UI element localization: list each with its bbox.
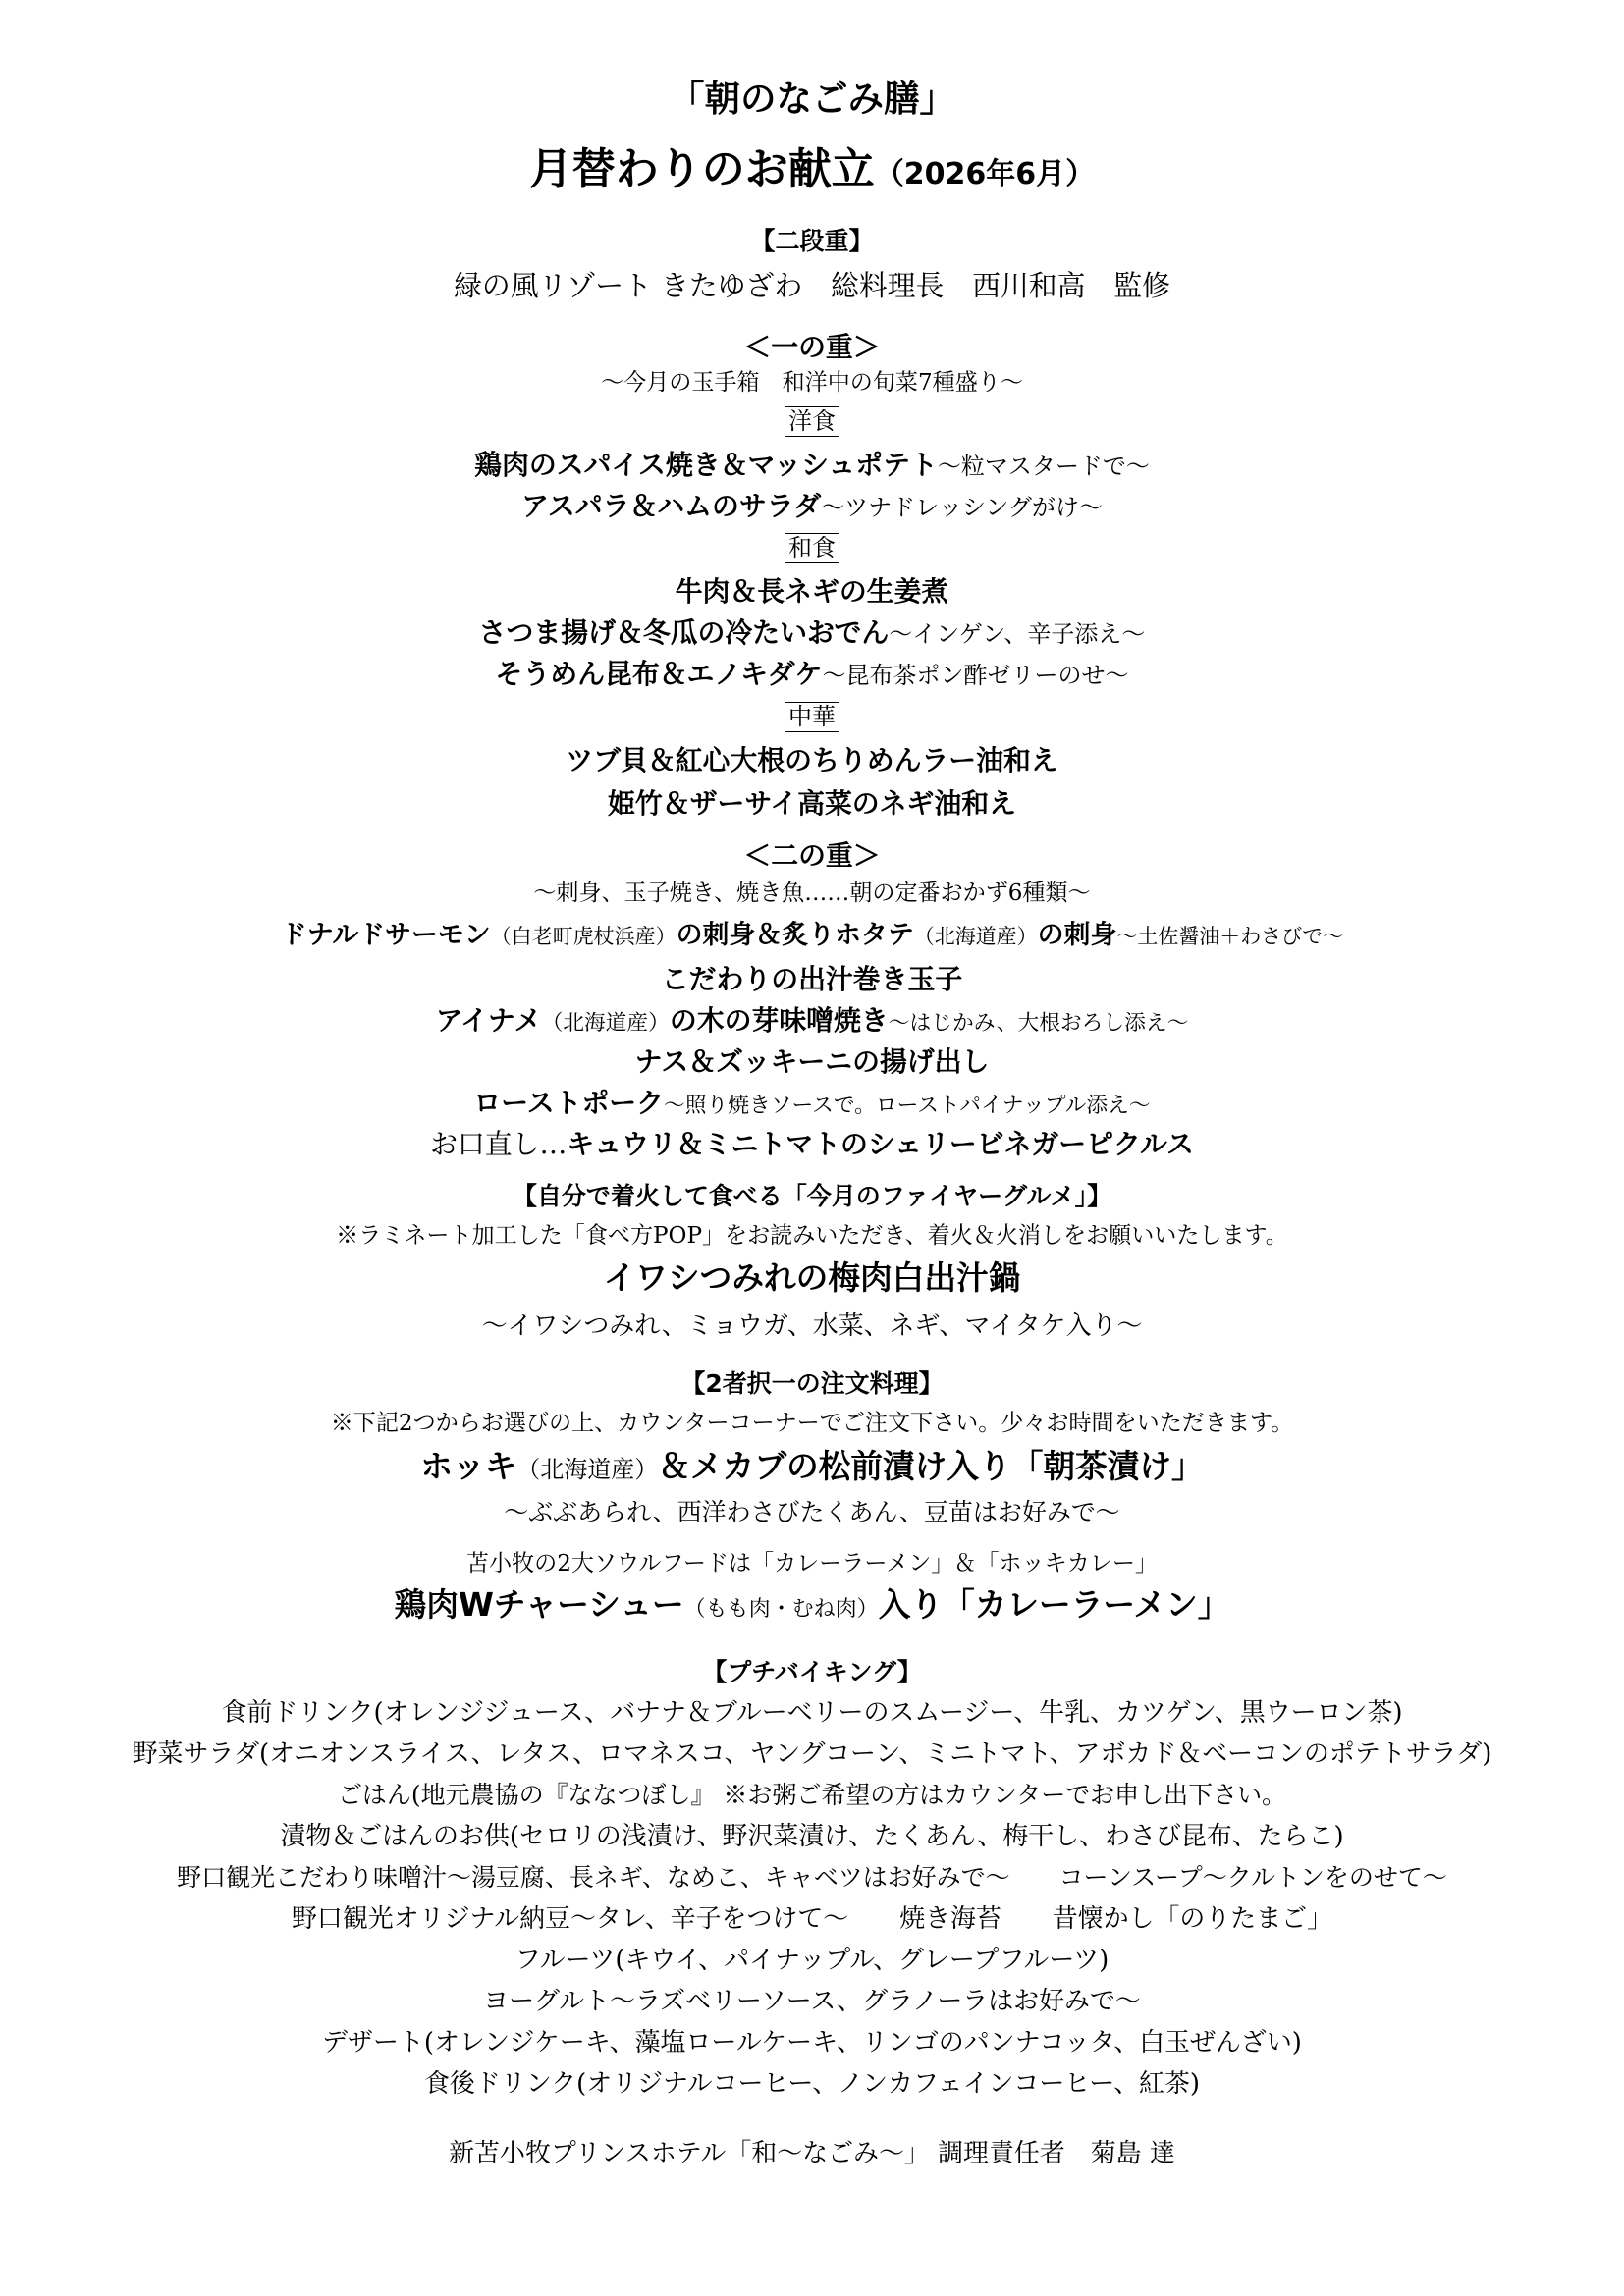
- section-heading-fire: 【自分で着火して食べる「今月のファイヤーグルメ」】: [512, 1182, 1112, 1210]
- dish-name-part: ドナルドサーモン: [280, 920, 491, 950]
- fire-note: ※ラミネート加工した「食べ方POP」をお読みいただき、着火＆火消しをお願いいたします。: [336, 1223, 1288, 1249]
- japanese-tag: 和食: [785, 533, 839, 563]
- dish-name-part: の刺身: [1037, 920, 1117, 950]
- dish-ni-5: [0, 1088, 1624, 1119]
- buffet-item: 漬物＆ごはんのお供(セロリの浅漬け、野沢菜漬け、たくあん、梅干し、わさび昆布、たらこ): [280, 1822, 1344, 1851]
- dish-japanese-1: 牛肉＆長ネギの生姜煮: [675, 575, 949, 608]
- dish-japanese-3: [0, 659, 1624, 690]
- dish-ni-2: こだわりの出汁巻き玉子: [661, 963, 963, 995]
- order-dish-2: [0, 1587, 1624, 1625]
- brand-title: 「朝のなごみ膳」: [668, 78, 956, 120]
- category-chinese: [0, 702, 1624, 732]
- dish-name: キュウリ＆ミニトマトのシェリービネガーピクルス: [567, 1128, 1194, 1160]
- origin-note: （白老町虎杖浜産）: [490, 925, 677, 948]
- dish-paren-note: （もも肉・むね肉）: [683, 1597, 879, 1622]
- dish-name: ローストポーク: [473, 1087, 665, 1119]
- chinese-tag: 中華: [785, 702, 839, 732]
- fire-dish: イワシつみれの梅肉白出汁鍋: [603, 1259, 1021, 1297]
- dish-ni-3: [0, 1005, 1624, 1037]
- origin-note: （北海道産）: [516, 1456, 659, 1483]
- dish-western-2: [0, 491, 1624, 522]
- western-tag: 洋食: [785, 406, 839, 437]
- title-date: （2026年6月）: [874, 157, 1096, 191]
- buffet-item: ヨーグルト～ラズベリーソース、グラノーラはお好みで～: [483, 1987, 1141, 2016]
- dish-note: ～はじかみ、大根おろし添え～: [888, 1011, 1189, 1036]
- dish-name: さつま揚げ＆冬瓜の冷たいおでん: [478, 616, 890, 649]
- buffet-item: ごはん(地元農協の『ななつぼし』 ※お粥ご希望の方はカウンターでお申し出下さい。: [337, 1781, 1287, 1809]
- dish-ni-6: [0, 1129, 1624, 1160]
- ni-no-ju-subtitle: ～刺身、玉子焼き、焼き魚……朝の定番おかず6種類～: [533, 881, 1091, 906]
- dish-name: そうめん昆布＆エノキダケ: [495, 658, 823, 690]
- dish-note: ～土佐醤油＋わさびで～: [1116, 925, 1344, 948]
- buffet-item: 食前ドリンク(オレンジジュース、バナナ＆ブルーベリーのスムージー、牛乳、カツゲン、黒ウーロン茶): [221, 1698, 1403, 1728]
- buffet-item: 野口観光オリジナル納豆～タレ、辛子をつけて～ 焼き海苔 昔懐かし「のりたまご」: [291, 1904, 1333, 1934]
- title-main: 月替わりのお献立: [528, 144, 875, 194]
- dish-note: ～照り焼きソースで。ローストパイナップル添え～: [664, 1094, 1151, 1118]
- order-dish-2-intro: 苫小牧の2大ソウルフードは「カレーラーメン」＆「ホッキカレー」: [465, 1551, 1158, 1576]
- section-heading-ichi-no-ju: ＜一の重＞: [743, 331, 881, 363]
- order-note: ※下記2つからお選びの上、カウンターコーナーでご注文下さい。少々お時間をいただきます。: [330, 1411, 1294, 1436]
- footer-signature: 新苫小牧プリンスホテル「和～なごみ～」 調理責任者 菊島 達: [449, 2139, 1175, 2168]
- buffet-item: フルーツ(キウイ、パイナップル、グレープフルーツ): [514, 1946, 1110, 1975]
- ichi-no-ju-subtitle: ～今月の玉手箱 和洋中の旬菜7種盛り～: [601, 370, 1023, 396]
- dish-note: ～インゲン、辛子添え～: [889, 620, 1146, 648]
- origin-note: （北海道産）: [913, 925, 1038, 948]
- section-heading-nidanju: 【二段重】: [750, 227, 874, 255]
- dish-name-part: の刺身＆炙りホタテ: [676, 920, 914, 950]
- dish-western-1: [0, 450, 1624, 481]
- fire-ingredients: ～イワシつみれ、ミョウガ、水菜、ネギ、マイタケ入り～: [481, 1311, 1143, 1341]
- dish-japanese-2: [0, 617, 1624, 649]
- dish-prefix: お口直し…: [430, 1128, 568, 1160]
- section-heading-order: 【2者択一の注文料理】: [680, 1369, 944, 1398]
- dish-note: ～粒マスタードで～: [937, 453, 1150, 480]
- dish-name-part: ＆メカブの松前漬け入り「朝茶漬け」: [658, 1448, 1204, 1485]
- buffet-item: 野菜サラダ(オニオンスライス、レタス、ロマネスコ、ヤングコーン、ミニトマト、アボカド＆ベーコンのポテトサラダ): [132, 1739, 1492, 1769]
- origin-note: （北海道産）: [541, 1011, 670, 1036]
- dish-chinese-2: 姫竹＆ザーサイ高菜のネギ油和え: [608, 787, 1016, 820]
- supervisor-line: 緑の風リゾート きたゆざわ 総料理長 西川和高 監修: [454, 269, 1170, 302]
- dish-name-part: 入り「カレーラーメン」: [878, 1586, 1230, 1624]
- order-dish-1: [0, 1449, 1624, 1486]
- category-western: [0, 406, 1624, 437]
- dish-note: ～ツナドレッシングがけ～: [821, 494, 1103, 521]
- dish-name-part: 鶏肉Wチャーシュー: [394, 1586, 684, 1624]
- dish-note: ～昆布茶ポン酢ゼリーのせ～: [822, 662, 1129, 689]
- dish-chinese-1: ツブ貝＆紅心大根のちりめんラー油和え: [566, 744, 1058, 776]
- category-japanese: [0, 533, 1624, 563]
- dish-ni-4: ナス＆ズッキーニの揚げ出し: [634, 1045, 990, 1078]
- order-dish-1-note: ～ぶぶあられ、西洋わさびたくあん、豆苗はお好みで～: [504, 1498, 1120, 1526]
- dish-name: 鶏肉のスパイス焼き＆マッシュポテト: [474, 449, 938, 481]
- buffet-item: デザート(オレンジケーキ、藻塩ロールケーキ、リンゴのパンナコッタ、白玉ぜんざい): [322, 2028, 1302, 2057]
- dish-name-part: の木の芽味噌焼き: [669, 1004, 889, 1037]
- dish-name-part: アイナメ: [435, 1004, 542, 1037]
- section-heading-ni-no-ju: ＜二の重＞: [743, 839, 881, 872]
- section-heading-buffet: 【プチバイキング】: [702, 1658, 922, 1686]
- buffet-item: 野口観光こだわり味噌汁～湯豆腐、長ネギ、なめこ、キャベツはお好みで～ コーンスープ～クルトンをのせて～: [177, 1863, 1447, 1892]
- dish-ni-1: [0, 921, 1624, 951]
- page-title: [0, 145, 1624, 195]
- buffet-item: 食後ドリンク(オリジナルコーヒー、ノンカフェインコーヒー、紅茶): [423, 2069, 1201, 2099]
- dish-name-part: ホッキ: [420, 1448, 517, 1485]
- dish-name: アスパラ＆ハムのサラダ: [521, 490, 822, 522]
